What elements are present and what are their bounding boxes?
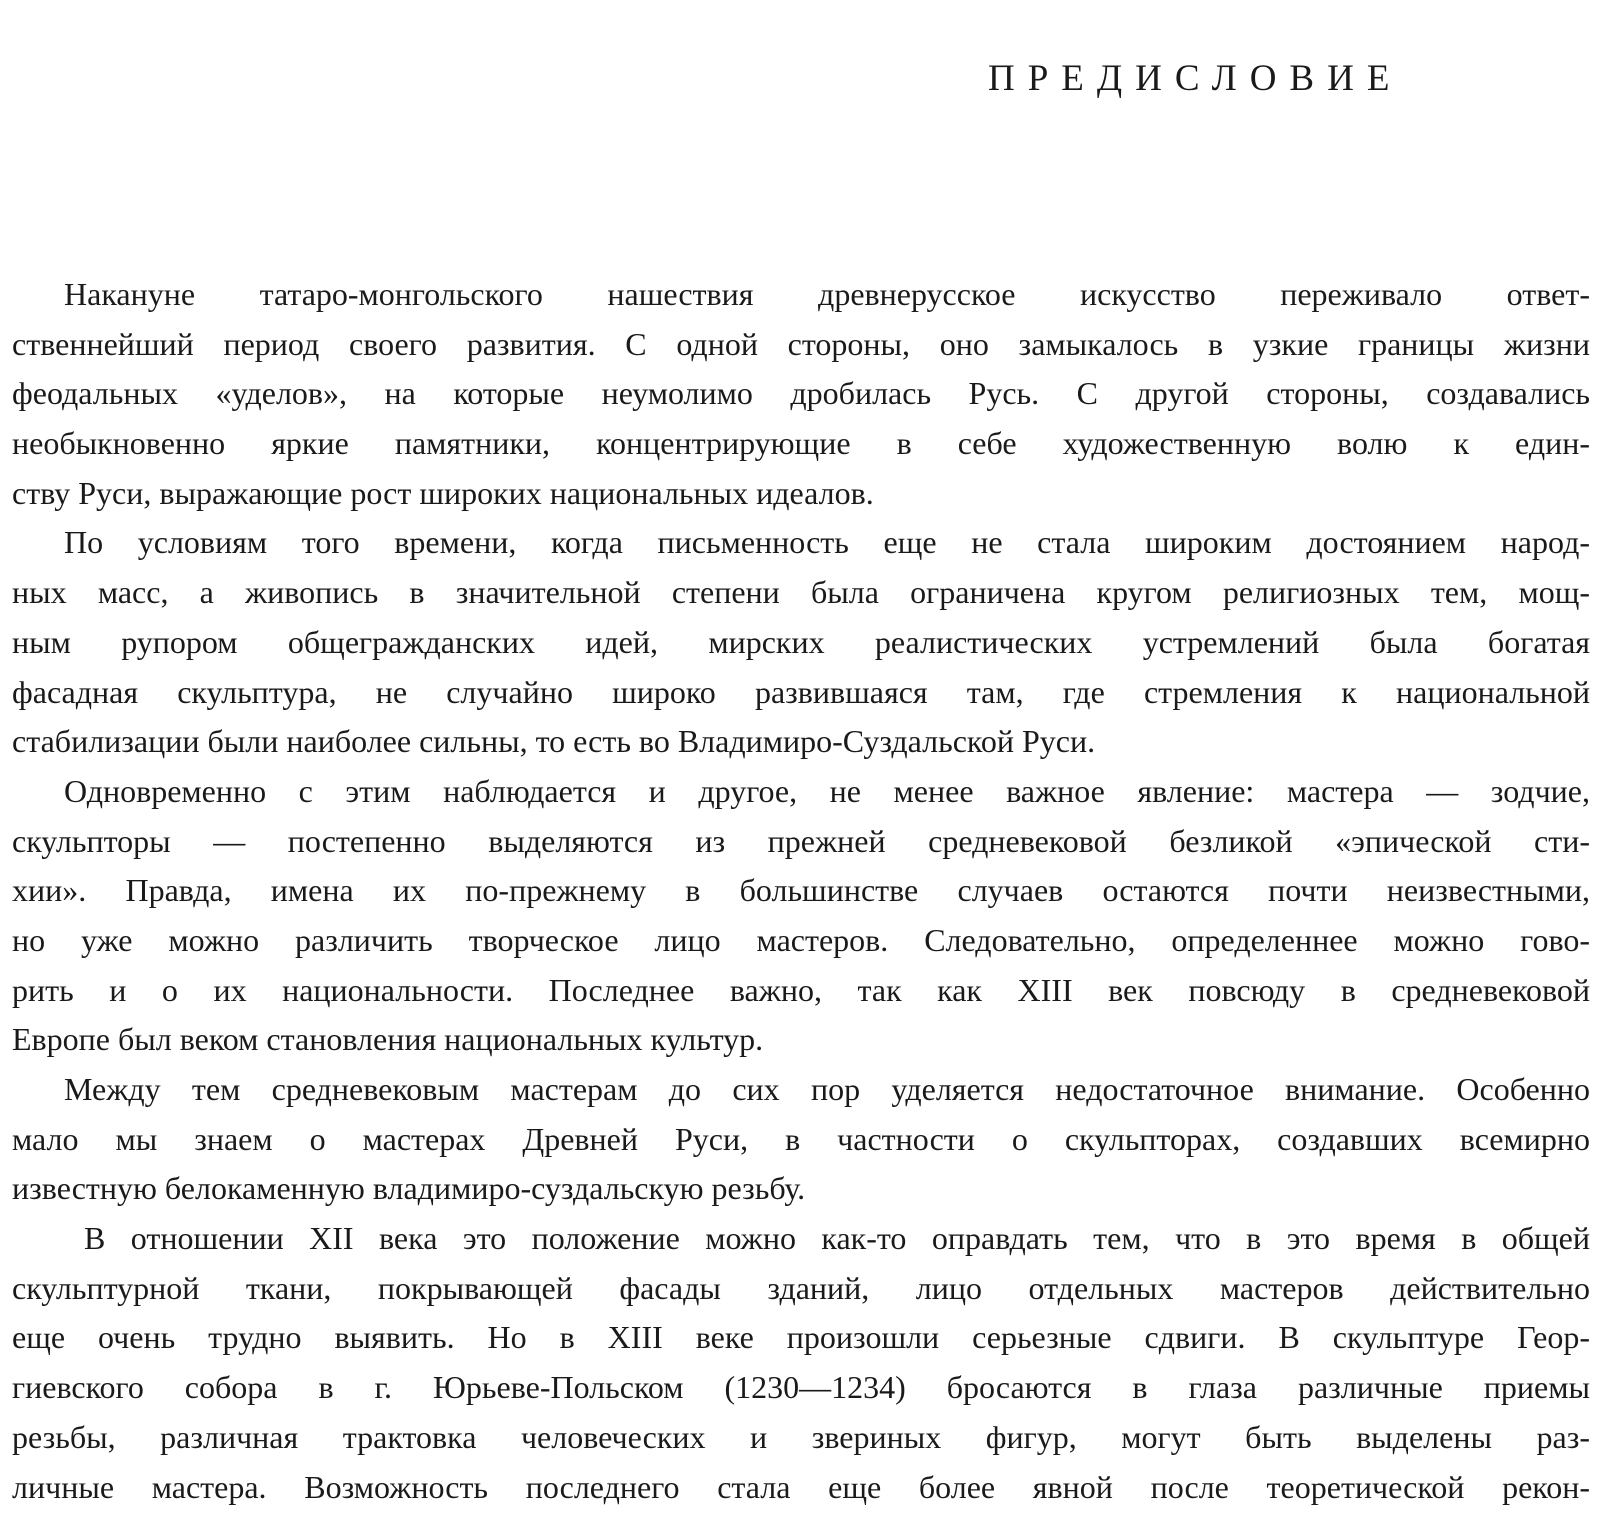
- text-line: феодальных «уделов», на которые неумолимо дробилась Русь. С другой стороны, создавались: [12, 375, 1590, 412]
- text-line: мало мы знаем о мастерах Древней Руси, в частности о скульпторах, создавших всемирно: [12, 1120, 1590, 1157]
- text-line: необыкновенно яркие памятники, концентрирующие в себе художественную волю к един-: [12, 425, 1590, 462]
- text-line: скульпторы — постепенно выделяются из прежней средневековой безликой «эпической сти-: [12, 822, 1590, 859]
- text-line: фасадная скульптура, не случайно широко развившаяся там, где стремления к национальной: [12, 673, 1590, 710]
- text-line: личные мастера. Возможность последнего стала еще более явной после теоретической рекон-: [12, 1468, 1590, 1505]
- text-line: ственнейший период своего развития. С одной стороны, оно замыкалось в узкие границы жизни: [12, 325, 1590, 362]
- text-line: ных масс, а живопись в значительной степени была ограничена кругом религиозных тем, мощ-: [12, 574, 1590, 611]
- paragraph-5: [12, 1214, 1590, 1512]
- text-line: ству Руси, выражающие рост широких национальных идеалов.: [12, 474, 874, 511]
- paragraph-4: [12, 1065, 1590, 1214]
- text-line: Одновременно с этим наблюдается и другое, не менее важное явление: мастера — зодчие,: [64, 772, 1590, 809]
- text-line: хии». Правда, имена их по-прежнему в большинстве случаев остаются почти неизвестными,: [12, 872, 1590, 909]
- text-line: но уже можно различить творческое лицо мастеров. Следовательно, определеннее можно гово-: [12, 921, 1590, 958]
- text-line: По условиям того времени, когда письменность еще не стала широким достоянием народ-: [64, 524, 1590, 561]
- page-title: ПРЕДИСЛОВИЕ: [988, 58, 1403, 99]
- paragraph-1: [12, 270, 1590, 518]
- text-line: еще очень трудно выявить. Но в XIII веке произошли серьезные сдвиги. В скульптуре Геор-: [12, 1319, 1590, 1356]
- text-line: рить и о их национальности. Последнее важно, так как XIII век повсюду в средневековой: [12, 971, 1590, 1008]
- text-line: гиевского собора в г. Юрьеве-Польском (1230—1234) бросаются в глаза различные приемы: [12, 1369, 1590, 1406]
- paragraph-3: [12, 767, 1590, 1065]
- text-line: ным рупором общегражданских идей, мирских реалистических устремлений была богатая: [12, 623, 1590, 660]
- text-line: известную белокаменную владимиро-суздальскую резьбу.: [12, 1170, 806, 1207]
- text-line: резьбы, различная трактовка человеческих и звериных фигур, могут быть выделены раз-: [12, 1418, 1590, 1455]
- body-text: [12, 270, 1590, 1512]
- text-line: Накануне татаро-монгольского нашествия древнерусское искусство переживало ответ-: [64, 276, 1590, 312]
- text-line: стабилизации были наиболее сильны, то есть во Владимиро-Суздальской Руси.: [12, 723, 1096, 760]
- text-line: В отношении XII века это положение можно как-то оправдать тем, что в это время в общей: [84, 1220, 1590, 1257]
- text-line: скульптурной ткани, покрывающей фасады зданий, лицо отдельных мастеров действительно: [12, 1269, 1590, 1306]
- text-line: Между тем средневековым мастерам до сих пор уделяется недостаточное внимание. Особенно: [64, 1071, 1590, 1107]
- paragraph-2: [12, 518, 1590, 766]
- text-line: Европе был веком становления национальных культур.: [12, 1021, 764, 1058]
